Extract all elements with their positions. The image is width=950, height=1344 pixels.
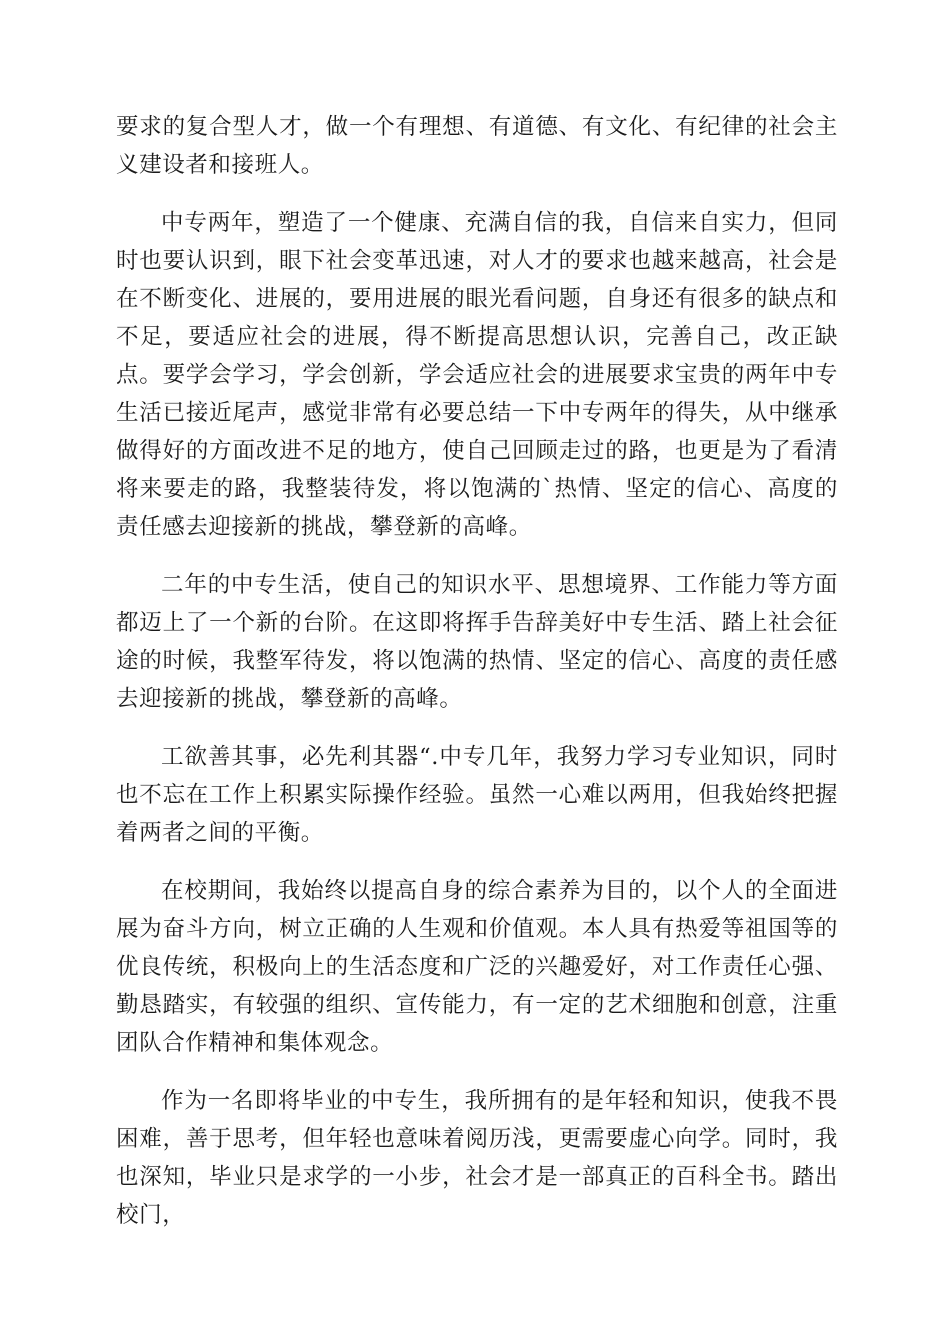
paragraph-two-years: 中专两年，塑造了一个健康、充满自信的我，自信来自实力，但同时也要认识到，眼下社会变革迅速，对人才的要求也越来越高，社会是在不断变化、进展的，要用进展的眼光看问题，自身还有很多的缺点和不足，要适应社会的进展，得不断提高思想认识，完善自己，改正缺点。要学会学习，学会创新，学会适应社会的进展要求宝贵的两年中专生活已接近尾声，感觉非常有必要总结一下中专两年的得失，从中继承做得好的方面改进不足的地方，使自己回顾走过的路，也更是为了看清将来要走的路，我整装待发，将以饱满的`热情、坚定的信心、高度的责任感去迎接新的挑战，攀登新的高峰。 bbox=[116, 210, 838, 540]
paragraph-study-work: 工欲善其事，必先利其器“.中专几年，我努力学习专业知识，同时也不忘在工作上积累实际操作经验。虽然一心难以两用，但我始终把握着两者之间的平衡。 bbox=[116, 744, 838, 846]
paragraph-graduate: 作为一名即将毕业的中专生，我所拥有的是年轻和知识，使我不畏困难，善于思考，但年轻也意味着阅历浅，更需要虚心向学。同时，我也深知，毕业只是求学的一小步，社会才是一部真正的百科全书。踏出校门， bbox=[116, 1088, 838, 1228]
document-body bbox=[116, 108, 838, 1254]
paragraph-during-school: 在校期间，我始终以提高自身的综合素养为目的，以个人的全面进展为奋斗方向，树立正确的人生观和价值观。本人具有热爱等祖国等的优良传统，积极向上的生活态度和广泛的兴趣爱好，对工作责任心强、勤恳踏实，有较强的组织、宣传能力，有一定的艺术细胞和创意，注重团队合作精神和集体观念。 bbox=[116, 878, 838, 1056]
paragraph-continuation: 要求的复合型人才，做一个有理想、有道德、有文化、有纪律的社会主义建设者和接班人。 bbox=[116, 114, 838, 178]
paragraph-school-life: 二年的中专生活，使自己的知识水平、思想境界、工作能力等方面都迈上了一个新的台阶。在这即将挥手告辞美好中专生活、踏上社会征途的时候，我整军待发，将以饱满的热情、坚定的信心、高度的责任感去迎接新的挑战，攀登新的高峰。 bbox=[116, 572, 838, 712]
